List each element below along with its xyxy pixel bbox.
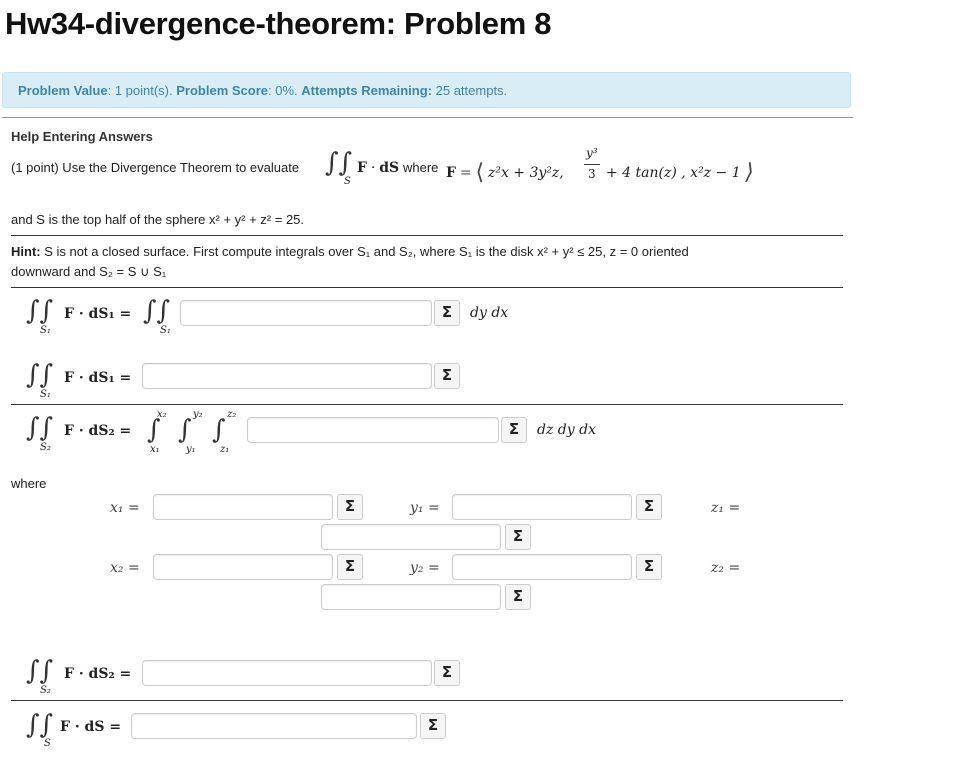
problem-intro: (1 point) Use the Divergence Theorem to evaluate bbox=[11, 160, 300, 175]
problem-score-label: Problem Score bbox=[176, 83, 269, 98]
row2-value-input[interactable] bbox=[142, 363, 432, 389]
hint-text: S is not a closed surface. First compute integrals over S₁ and S₂, where S₁ is the disk x² + y² ≤ 25, z = 0 oriented bbox=[44, 244, 689, 259]
integral-symbol: ∫∫ bbox=[26, 656, 54, 686]
field-definition: F = ⟨ z²x + 3y²z, bbox=[446, 160, 564, 185]
lower-limit: z₁ bbox=[220, 444, 230, 455]
integral-subscript: S bbox=[44, 738, 51, 749]
x2-equation-editor-button[interactable]: Σ bbox=[337, 554, 363, 580]
integral-symbol: ∫∫ bbox=[26, 296, 54, 326]
attempts-remaining: 25 attempts. bbox=[435, 83, 508, 98]
row1-differential: dy dx bbox=[470, 305, 509, 321]
integral-symbol: ∫∫ bbox=[26, 710, 54, 740]
integral-symbol: ∫∫ bbox=[143, 296, 171, 326]
row1-equation-editor-button[interactable]: Σ bbox=[434, 300, 460, 326]
page-title: Hw34-divergence-theorem: Problem 8 bbox=[5, 6, 552, 41]
integral-symbol: ∫ bbox=[212, 415, 226, 445]
field-component-1: z²x + 3y²z, bbox=[487, 165, 564, 181]
y2-label: y₂ = bbox=[410, 560, 440, 576]
x1-equation-editor-button[interactable]: Σ bbox=[337, 494, 363, 520]
integral-subscript: S₁ bbox=[40, 325, 51, 336]
integral-subscript: S₂ bbox=[40, 442, 51, 453]
field-tail: + 4 tan(z) , x²z − 1 ⟩ bbox=[606, 160, 754, 185]
x2-input[interactable] bbox=[153, 554, 333, 580]
problem-score: : 0%. bbox=[268, 83, 298, 98]
integral-subscript: S₁ bbox=[160, 325, 171, 336]
y1-equation-editor-button[interactable]: Σ bbox=[636, 494, 662, 520]
y2-input[interactable] bbox=[452, 554, 632, 580]
divider bbox=[11, 404, 843, 405]
x2-label: x₂ = bbox=[110, 560, 140, 576]
integral-subscript: S bbox=[344, 176, 351, 187]
divider bbox=[11, 235, 843, 236]
row2-equation-editor-button[interactable]: Σ bbox=[434, 363, 460, 389]
row5-lhs: F · dS = bbox=[60, 719, 122, 735]
where-label: where bbox=[11, 476, 47, 491]
hint-line-1 bbox=[11, 244, 689, 259]
y1-input[interactable] bbox=[452, 494, 632, 520]
row3-differential: dz dy dx bbox=[537, 422, 596, 438]
y1-label: y₁ = bbox=[410, 500, 440, 516]
help-entering-answers-link[interactable]: Help Entering Answers bbox=[11, 129, 153, 144]
hint-label: Hint: bbox=[11, 244, 41, 259]
y2-extra-equation-editor-button[interactable]: Σ bbox=[505, 584, 531, 610]
row3-integrand-input[interactable] bbox=[247, 417, 499, 443]
problem-where: where bbox=[403, 160, 439, 175]
row4-lhs: F · dS₂ = bbox=[64, 666, 132, 682]
integral-subscript: S₂ bbox=[40, 685, 51, 696]
field-component-rest: + 4 tan(z) , x²z − 1 bbox=[606, 165, 741, 181]
row3-equation-editor-button[interactable]: Σ bbox=[501, 417, 527, 443]
row5-value-input[interactable] bbox=[131, 713, 417, 739]
surface-description: and S is the top half of the sphere x² + y² + z² = 25. bbox=[11, 212, 305, 227]
problem-value: : 1 point(s). bbox=[107, 83, 173, 98]
divider bbox=[2, 117, 853, 118]
x1-label: x₁ = bbox=[110, 500, 140, 516]
row3-lhs: F · dS₂ = bbox=[64, 423, 132, 439]
row4-value-input[interactable] bbox=[142, 660, 432, 686]
integral-symbol: ∫ bbox=[147, 415, 161, 445]
frac-bar bbox=[584, 164, 600, 165]
row1-integrand-input[interactable] bbox=[180, 300, 432, 326]
attempts-label: Attempts Remaining: bbox=[301, 83, 432, 98]
upper-limit: x₂ bbox=[157, 409, 167, 420]
y1-extra-input[interactable] bbox=[321, 524, 501, 550]
row4-equation-editor-button[interactable]: Σ bbox=[434, 660, 460, 686]
integral-symbol: ∫∫ bbox=[26, 360, 54, 390]
divider bbox=[11, 287, 843, 288]
frac-denominator: 3 bbox=[588, 167, 596, 181]
y2-extra-input[interactable] bbox=[321, 584, 501, 610]
x1-input[interactable] bbox=[153, 494, 333, 520]
problem-value-label: Problem Value bbox=[18, 83, 108, 98]
y2-equation-editor-button[interactable]: Σ bbox=[636, 554, 662, 580]
z2-label: z₂ = bbox=[711, 560, 741, 576]
integral-symbol: ∫∫ bbox=[26, 413, 54, 443]
problem-info-box bbox=[2, 72, 851, 108]
lower-limit: x₁ bbox=[150, 444, 160, 455]
z1-label: z₁ = bbox=[711, 500, 741, 516]
y1-extra-equation-editor-button[interactable]: Σ bbox=[505, 524, 531, 550]
integral-subscript: S₁ bbox=[40, 389, 51, 400]
frac-numerator: y³ bbox=[586, 146, 598, 160]
upper-limit: z₂ bbox=[227, 409, 237, 420]
integrand: F · dS bbox=[357, 160, 400, 176]
row2-lhs: F · dS₁ = bbox=[64, 370, 132, 386]
hint-line-2: downward and S₂ = S ∪ S₁ bbox=[11, 264, 167, 279]
row1-lhs: F · dS₁ = bbox=[64, 306, 132, 322]
integral-symbol: ∫ bbox=[178, 415, 192, 445]
field-symbol: F bbox=[446, 165, 456, 181]
surface-integral-symbol: ∫∫ bbox=[325, 148, 353, 178]
lower-limit: y₁ bbox=[186, 444, 196, 455]
upper-limit: y₂ bbox=[193, 409, 203, 420]
divider bbox=[11, 700, 843, 701]
row5-equation-editor-button[interactable]: Σ bbox=[420, 713, 446, 739]
